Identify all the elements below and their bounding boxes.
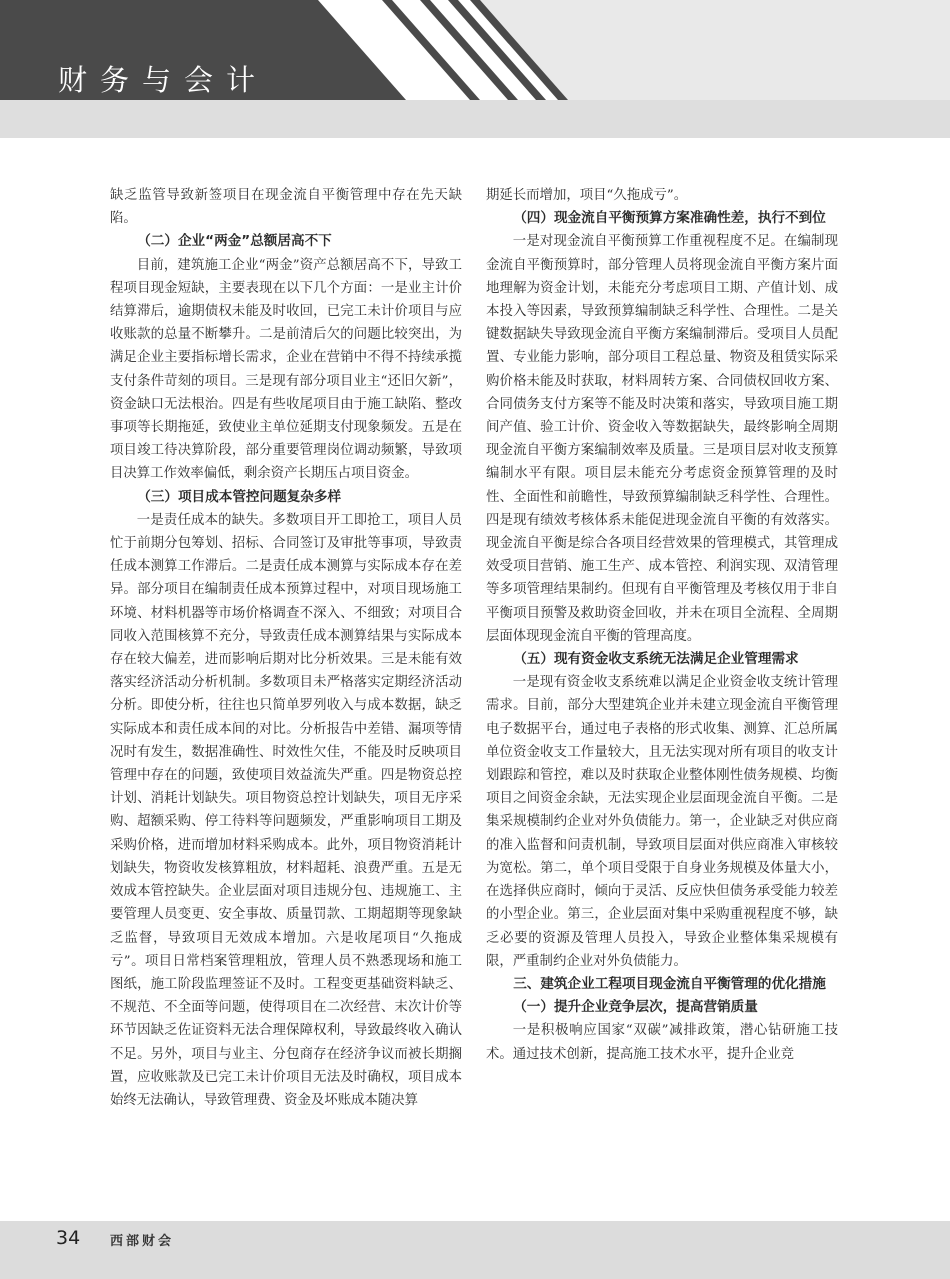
body-paragraph: 一是现有资金收支系统难以满足企业资金收支统计管理需求。目前，部分大型建筑企业并未建立现金流自平衡管理电子数据平台，通过电子表格的形式收集、测算、汇总所属单位资金收支工作量较大，且无法实现对所有项目的收支计划跟踪和管控，难以及时获取企业整体刚性债务规模、均衡项目之间资金余缺，无法实现企业层面现金流自平衡。二是集采规模制约企业对外负债能力。第一，企业缺乏对供应商的准入监督和问责机制，导致项目层面对供应商准入审核较为宽松。第二，单个项目受限于自身业务规模及体量大小，在选择供应商时，倾向于灵活、反应快但债务承受能力较差的小型企业。第三，企业层面对集中采购重视程度不够，缺乏必要的资源及管理人员投入，导致企业整体集采规模有限，严重制约企业对外负债能力。 (486, 675, 838, 969)
subsection-heading: （一）提升企业竞争层次，提高营销质量 (513, 999, 758, 1016)
header-band (0, 0, 950, 138)
section-heading: 三、建筑企业工程项目现金流自平衡管理的优化措施 (513, 975, 826, 992)
subsection-heading: （五）现有资金收支系统无法满足企业管理需求 (513, 651, 799, 668)
subsection-heading: （三）项目成本管控问题复杂多样 (137, 488, 342, 505)
page-number: 34 (56, 1227, 81, 1249)
journal-name: 西部财会 (110, 1234, 175, 1249)
section-title: 财务与会计 (58, 63, 269, 97)
body-paragraph: 一是积极响应国家“双碳”减排政策，潜心钻研施工技术。通过技术创新，提高施工技术水平，提升企业竞 (486, 1023, 838, 1062)
body-paragraph: 一是对现金流自平衡预算工作重视程度不足。在编制现金流自平衡预算时，部分管理人员将现金流自平衡方案片面地理解为资金计划，未能充分考虑项目工期、产值计划、成本投入等因素，导致预算编制缺乏科学性、合理性。二是关键数据缺失导致现金流自平衡方案编制滞后。受项目人员配置、专业能力影响，部分项目工程总量、物资及租赁实际采购价格未能及时获取，材料周转方案、合同债权回收方案、合同债务支付方案等不能及时决策和落实，导致项目施工期间产值、验工计价、资金收入等数据缺失，最终影响全周期现金流自平衡方案编制效率及质量。三是项目层对收支预算编制水平有限。项目层未能充分考虑资金预算管理的及时性、全面性和前瞻性，导致预算编制缺乏科学性、合理性。四是现有绩效考核体系未能促进现金流自平衡的有效落实。现金流自平衡是综合各项目经营效果的管理模式，其管理成效受项目营销、施工生产、成本管控、利润实现、双清管理等多项管理结果制约。但现有自平衡管理及考核仅用于非自平衡项目预警及救助资金回收，并未在项目全流程、全周期层面体现现金流自平衡的管理高度。 (486, 234, 838, 644)
body-paragraph: 期延长而增加，项目“久拖成亏”。 (486, 188, 688, 203)
body-paragraph: 一是责任成本的缺失。多数项目开工即抢工，项目人员忙于前期分包筹划、招标、合同签订及审批等事项，导致责任成本测算工作滞后。二是责任成本测算与实际成本存在差异。部分项目在编制责任成本预算过程中，对项目现场施工环境、材料机器等市场价格调查不深入、不细致；对项目合同收入范围核算不充分，导致责任成本测算结果与实际成本存在较大偏差，进而影响后期对比分析效果。三是未能有效落实经济活动分析机制。多数项目未严格落实定期经济活动分析。即使分析，往往也只简单罗列收入与成本数据，缺乏实际成本和责任成本间的对比。分析报告中差错、漏项等情况时有发生，数据准确性、时效性欠佳，不能及时反映项目管理中存在的问题，致使项目效益流失严重。四是物资总控计划、消耗计划缺失。项目物资总控计划缺失，项目无序采购、超额采购、停工待料等问题频发，严重影响项目工期及采购价格，进而增加材料采购成本。此外，项目物资消耗计划缺失，物资收发核算粗放，材料超耗、浪费严重。五是无效成本管控缺失。企业层面对项目违规分包、违规施工、主要管理人员变更、安全事故、质量罚款、工期超期等现象缺乏监督，导致项目无效成本增加。六是收尾项目“久拖成亏”。项目日常档案管理粗放，管理人员不熟悉现场和施工图纸，施工阶段监理签证不及时。工程变更基础资料缺乏、不规范、不全面等问题，使得项目在二次经营、末次计价等环节因缺乏佐证资料无法合理保障权利，导致最终收入确认不足。另外，项目与业主、分包商存在经济争议而被长期搁置，应收账款及已完工未计价项目无法及时确权，项目成本始终无法确认，导致管理费、资金及坏账成本随决算 (110, 512, 462, 1108)
body-paragraph: 目前，建筑施工企业“两金”资产总额居高不下，导致工程项目现金短缺，主要表现在以下几个方面：一是业主计价结算滞后，逾期债权未能及时收回，已完工未计价项目与应收账款的总量不断攀升。二是前清后欠的问题比较突出，为满足企业主要指标增长需求，企业在营销中不得不持续承揽支付条件苛刻的项目。三是现有部分项目业主“还旧欠新”，资金缺口无法根治。四是有些收尾项目由于施工缺陷、整改事项等长期拖延，致使业主单位延期支付现象频发。五是在项目竣工待决算阶段，部分重要管理岗位调动频繁，导致项目决算工作效率偏低，剩余资产长期压占项目资金。 (110, 257, 462, 482)
subsection-heading: （二）企业“两金”总额居高不下 (137, 233, 332, 250)
body-paragraph: 缺乏监管导致新签项目在现金流自平衡管理中存在先天缺陷。 (110, 188, 462, 227)
left-column (110, 184, 462, 1112)
subsection-heading: （四）现金流自平衡预算方案准确性差，执行不到位 (513, 210, 826, 227)
right-column (486, 184, 838, 1066)
